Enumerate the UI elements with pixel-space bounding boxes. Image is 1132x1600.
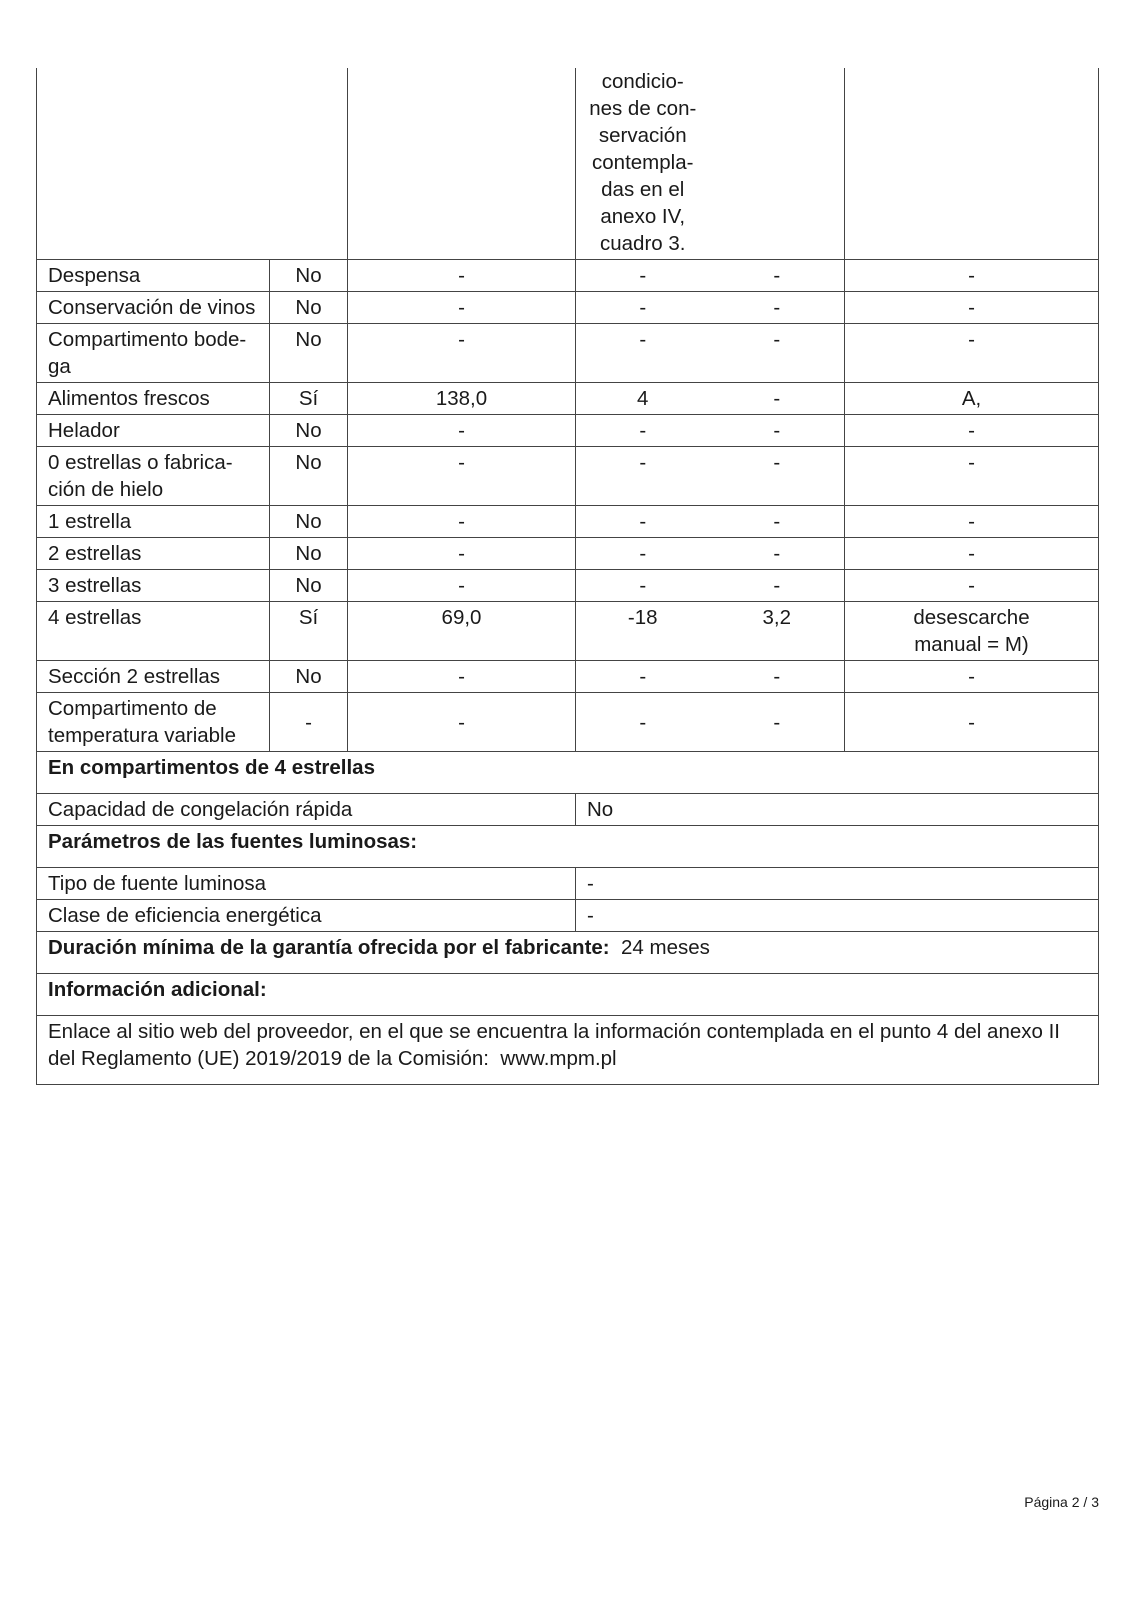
compartment-name: 1 estrella <box>37 506 270 538</box>
compartment-energy: - <box>710 324 845 383</box>
compartment-volume: 69,0 <box>348 602 576 661</box>
compartment-volume: - <box>348 538 576 570</box>
compartment-row <box>37 602 1099 661</box>
continuation-cell-temp <box>576 68 710 260</box>
light-class-value: - <box>576 900 1099 932</box>
light-heading-row <box>37 826 1099 868</box>
compartment-present: No <box>270 447 348 506</box>
compartment-class: - <box>845 661 1099 693</box>
compartment-class: - <box>845 324 1099 383</box>
compartment-energy: - <box>710 383 845 415</box>
four-star-heading-row <box>37 752 1099 794</box>
compartment-class: desescarche manual = M) <box>845 602 1099 661</box>
supplier-link[interactable]: www.mpm.pl <box>500 1047 617 1070</box>
compartment-energy: - <box>710 447 845 506</box>
continuation-line: cuadro 3. <box>600 232 686 255</box>
compartment-name: 0 estrellas o fabrica- ción de hielo <box>37 447 270 506</box>
compartment-temperature: - <box>576 447 710 506</box>
compartment-name: Alimentos frescos <box>37 383 270 415</box>
compartment-row <box>37 260 1099 292</box>
compartment-name: Compartimento bode- ga <box>37 324 270 383</box>
warranty-row <box>37 932 1099 974</box>
compartment-volume: - <box>348 292 576 324</box>
compartment-class: - <box>845 506 1099 538</box>
compartment-row <box>37 693 1099 752</box>
four-star-heading: En compartimentos de 4 estrellas <box>37 752 1099 794</box>
page-total: 3 <box>1091 1494 1099 1510</box>
compartment-volume: - <box>348 570 576 602</box>
continuation-line: nes de con- <box>589 97 697 120</box>
compartment-row <box>37 538 1099 570</box>
compartment-name: Sección 2 estrellas <box>37 661 270 693</box>
compartment-energy: - <box>710 693 845 752</box>
light-class-label: Clase de eficiencia energética <box>37 900 576 932</box>
page-label: Página <box>1024 1494 1068 1510</box>
light-heading: Parámetros de las fuentes luminosas: <box>37 826 1099 868</box>
compartment-present: No <box>270 292 348 324</box>
compartment-class: - <box>845 538 1099 570</box>
compartment-present: No <box>270 570 348 602</box>
warranty-label: Duración mínima de la garantía ofrecida por el fabricante: <box>48 936 610 959</box>
compartment-row <box>37 570 1099 602</box>
compartment-present: No <box>270 415 348 447</box>
compartment-class: - <box>845 415 1099 447</box>
light-type-label: Tipo de fuente luminosa <box>37 868 576 900</box>
fast-freeze-row <box>37 794 1099 826</box>
compartment-temperature: - <box>576 292 710 324</box>
compartment-temperature: - <box>576 506 710 538</box>
compartment-row <box>37 447 1099 506</box>
continuation-line: anexo IV, <box>600 205 686 228</box>
light-class-row <box>37 900 1099 932</box>
compartment-present: No <box>270 506 348 538</box>
compartment-present: No <box>270 260 348 292</box>
compartment-volume: - <box>348 693 576 752</box>
compartment-row <box>37 324 1099 383</box>
compartment-temperature: - <box>576 324 710 383</box>
compartment-name: 3 estrellas <box>37 570 270 602</box>
compartment-energy: - <box>710 292 845 324</box>
warranty-cell <box>37 932 1099 974</box>
compartment-volume: - <box>348 661 576 693</box>
compartment-temperature: - <box>576 693 710 752</box>
compartment-class: - <box>845 693 1099 752</box>
compartment-class: - <box>845 292 1099 324</box>
compartment-class: - <box>845 570 1099 602</box>
additional-heading: Información adicional: <box>37 974 1099 1016</box>
compartment-volume: 138,0 <box>348 383 576 415</box>
compartment-name: Conservación de vinos <box>37 292 270 324</box>
compartment-name: 4 estrellas <box>37 602 270 661</box>
compartment-class: - <box>845 447 1099 506</box>
compartment-energy: - <box>710 506 845 538</box>
compartment-present: No <box>270 661 348 693</box>
additional-text-row <box>37 1016 1099 1085</box>
additional-text-cell <box>37 1016 1099 1085</box>
compartment-temperature: -18 <box>576 602 710 661</box>
fast-freeze-value: No <box>576 794 1099 826</box>
compartment-present: No <box>270 538 348 570</box>
warranty-value: 24 meses <box>621 936 710 959</box>
compartment-present: Sí <box>270 602 348 661</box>
compartment-name: Helador <box>37 415 270 447</box>
compartment-temperature: - <box>576 415 710 447</box>
continuation-cell-name <box>37 68 270 260</box>
page-separator: / <box>1083 1494 1088 1510</box>
continuation-line: das en el <box>601 178 685 201</box>
page-current: 2 <box>1071 1494 1080 1510</box>
additional-text: Enlace al sitio web del proveedor, en el que se encuentra la información contemplada en el punto 4 del anexo II del Reglamento (UE) 2019/2019 de la Comisión: <box>48 1020 1060 1070</box>
compartment-row <box>37 661 1099 693</box>
compartment-row <box>37 383 1099 415</box>
compartment-present: No <box>270 324 348 383</box>
continuation-line: condicio- <box>601 70 684 93</box>
compartment-row <box>37 292 1099 324</box>
continuation-cell-class <box>845 68 1099 260</box>
compartment-energy: - <box>710 570 845 602</box>
compartment-volume: - <box>348 415 576 447</box>
compartment-row <box>37 415 1099 447</box>
compartment-temperature: - <box>576 260 710 292</box>
light-type-value: - <box>576 868 1099 900</box>
compartment-energy: - <box>710 538 845 570</box>
compartment-energy: 3,2 <box>710 602 845 661</box>
compartment-temperature: - <box>576 661 710 693</box>
compartment-name: 2 estrellas <box>37 538 270 570</box>
compartment-volume: - <box>348 506 576 538</box>
compartment-volume: - <box>348 447 576 506</box>
compartment-present: - <box>270 693 348 752</box>
compartment-energy: - <box>710 260 845 292</box>
compartment-table <box>36 68 1099 1085</box>
compartment-name: Despensa <box>37 260 270 292</box>
compartment-temperature: - <box>576 570 710 602</box>
compartment-volume: - <box>348 260 576 292</box>
continuation-cell-energy <box>710 68 845 260</box>
continuation-cell-present <box>270 68 348 260</box>
light-type-row <box>37 868 1099 900</box>
compartment-temperature: 4 <box>576 383 710 415</box>
continuation-cell-volume <box>348 68 576 260</box>
compartment-name: Compartimento de temperatura variable <box>37 693 270 752</box>
compartment-energy: - <box>710 661 845 693</box>
fast-freeze-label: Capacidad de congelación rápida <box>37 794 576 826</box>
compartment-class: A, <box>845 383 1099 415</box>
page-number <box>1024 1494 1099 1510</box>
continuation-line: servación <box>598 124 687 147</box>
continuation-row <box>37 68 1099 260</box>
compartment-row <box>37 506 1099 538</box>
compartment-class: - <box>845 260 1099 292</box>
additional-heading-row <box>37 974 1099 1016</box>
compartment-temperature: - <box>576 538 710 570</box>
compartment-energy: - <box>710 415 845 447</box>
compartment-volume: - <box>348 324 576 383</box>
compartment-present: Sí <box>270 383 348 415</box>
continuation-line: contempla- <box>592 151 694 174</box>
